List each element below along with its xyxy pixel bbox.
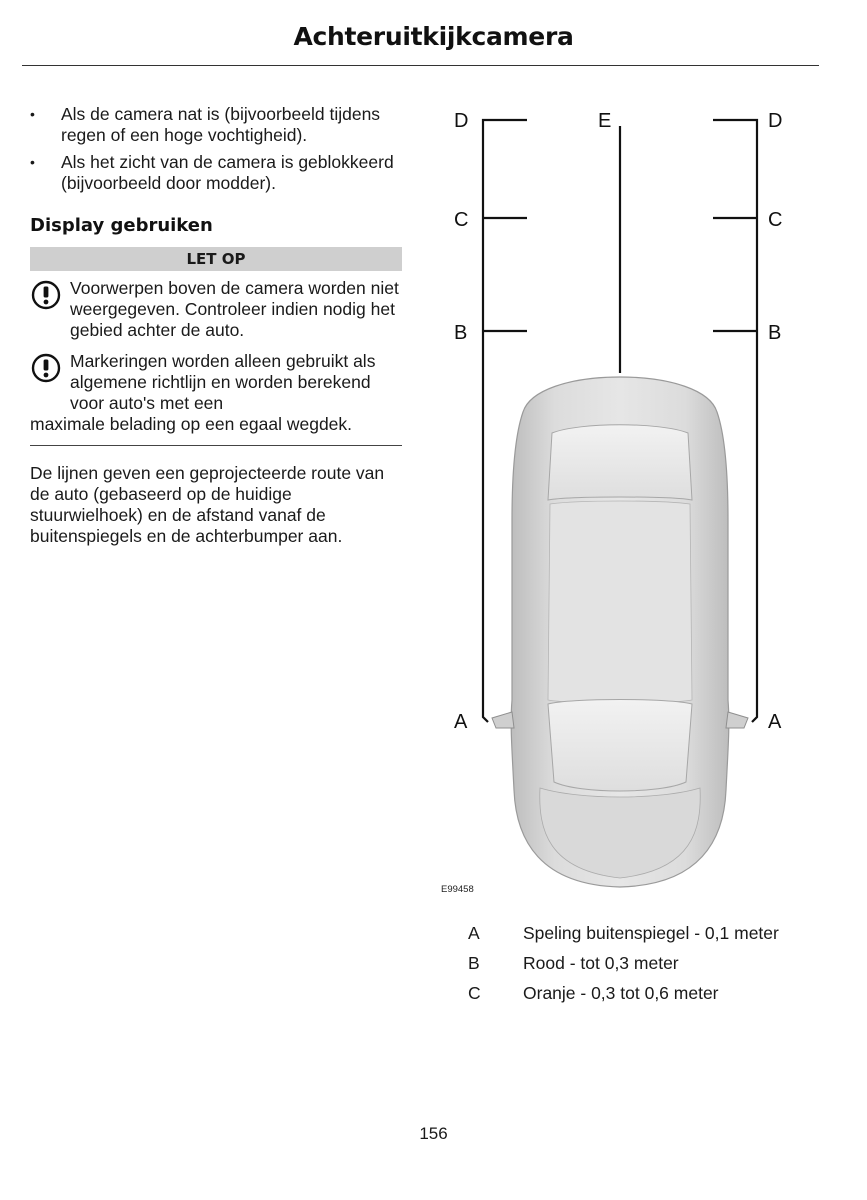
figure-code: E99458 (441, 884, 474, 895)
warning-icon (31, 353, 61, 383)
label-c-right: C (768, 209, 783, 231)
label-d-left: D (454, 110, 469, 132)
caution-item (30, 351, 402, 435)
legend-text: Speling buitenspiegel - 0,1 meter (523, 922, 779, 943)
legend-row (468, 918, 779, 948)
car-top-view (492, 377, 748, 887)
caution-heading: LET OP (30, 247, 402, 271)
legend-text: Oranje - 0,3 tot 0,6 meter (523, 982, 719, 1003)
title-divider (22, 65, 819, 66)
bullet-item (30, 152, 402, 194)
bullet-list (30, 104, 402, 194)
caution-item (30, 278, 402, 341)
windscreen (548, 700, 692, 792)
bullet-dot: • (30, 154, 35, 170)
label-a-right: A (768, 711, 782, 733)
caution-text: Voorwerpen boven de camera worden niet weergegeven. Controleer indien nodig het gebied achter de auto. (70, 278, 399, 340)
warning-icon (31, 280, 61, 310)
label-b-right: B (768, 322, 782, 344)
figure-drawing (430, 100, 820, 900)
label-b-left: B (454, 322, 468, 344)
rear-window (548, 425, 692, 500)
body-paragraph: De lijnen geven een geprojecteerde route van de auto (gebaseerd op de huidige stuurwielhoek) en de afstand vanaf de buitenspiegels en de achterbumper aan. (30, 463, 385, 546)
legend-text: Rood - tot 0,3 meter (523, 952, 679, 973)
legend-key: C (468, 982, 481, 1003)
left-column (30, 104, 402, 547)
label-e: E (598, 110, 612, 132)
label-c-left: C (454, 209, 469, 231)
page-title: Achteruitkijkcamera (293, 22, 574, 51)
label-a-left: A (454, 711, 468, 733)
roof-panel (548, 501, 692, 703)
legend-key: B (468, 952, 480, 973)
legend-key: A (468, 922, 480, 943)
left-mirror (492, 712, 514, 728)
bullet-text: Als de camera nat is (bijvoorbeeld tijdens regen of een hoge vochtigheid). (61, 104, 381, 145)
right-mirror (726, 712, 748, 728)
page-number: 156 (419, 1124, 448, 1143)
legend-row (468, 978, 779, 1008)
caution-text: Markeringen worden alleen gebruikt als algemene richtlijn en worden berekend voor auto's met een (70, 351, 376, 413)
legend-row (468, 948, 779, 978)
figure-legend (468, 918, 779, 1008)
bullet-text: Als het zicht van de camera is geblokkeerd (bijvoorbeeld door modder). (61, 152, 394, 193)
section-heading: Display gebruiken (30, 215, 213, 236)
bullet-dot: • (30, 106, 35, 122)
caution-text-continued: maximale belading op een egaal wegdek. (30, 414, 353, 434)
caution-divider (30, 445, 402, 446)
label-d-right: D (768, 110, 783, 132)
bullet-item (30, 104, 402, 146)
camera-guideline-figure (430, 100, 820, 900)
